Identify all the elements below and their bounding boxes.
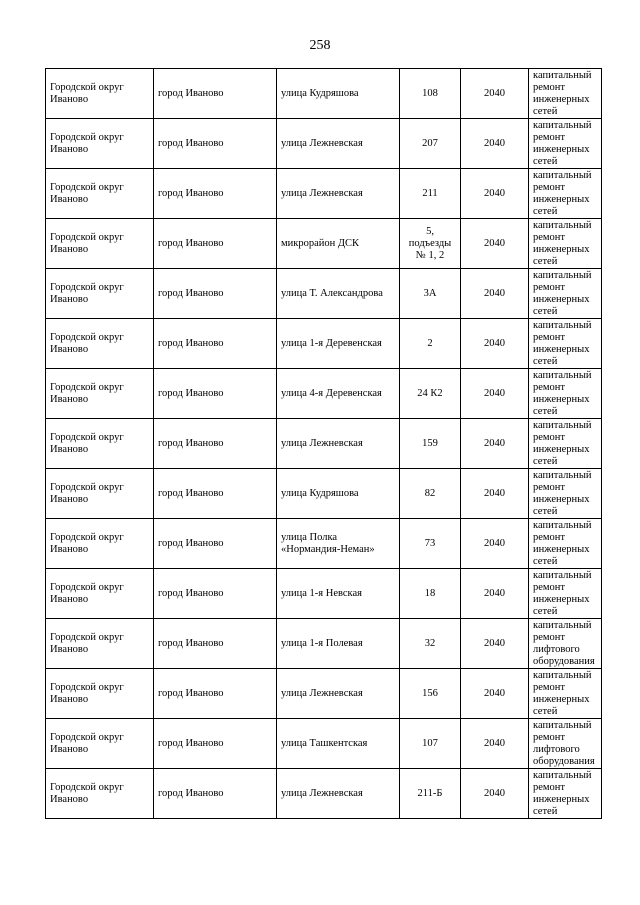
registry-table — [45, 68, 602, 819]
table-row — [46, 669, 602, 719]
okrug-cell: Городской округ Иваново — [46, 769, 154, 819]
table-row — [46, 369, 602, 419]
house-number-cell: 2 — [400, 319, 461, 369]
house-number-cell: 211 — [400, 169, 461, 219]
house-number-cell: 5, подъезды № 1, 2 — [400, 219, 461, 269]
street-cell: улица 1-я Полевая — [277, 619, 400, 669]
city-cell: город Иваново — [154, 719, 277, 769]
city-cell: город Иваново — [154, 469, 277, 519]
okrug-cell: Городской округ Иваново — [46, 569, 154, 619]
street-cell: улица Лежневская — [277, 669, 400, 719]
city-cell: город Иваново — [154, 569, 277, 619]
city-cell: город Иваново — [154, 219, 277, 269]
year-cell: 2040 — [461, 119, 529, 169]
year-cell: 2040 — [461, 669, 529, 719]
house-number-cell: 207 — [400, 119, 461, 169]
work-type-cell: капитальный ремонт инженерных сетей — [529, 569, 602, 619]
work-type-cell: капитальный ремонт инженерных сетей — [529, 269, 602, 319]
table-row — [46, 419, 602, 469]
work-type-cell: капитальный ремонт лифтового оборудования — [529, 719, 602, 769]
city-cell: город Иваново — [154, 369, 277, 419]
house-number-cell: 108 — [400, 69, 461, 119]
work-type-cell: капитальный ремонт инженерных сетей — [529, 119, 602, 169]
year-cell: 2040 — [461, 419, 529, 469]
okrug-cell: Городской округ Иваново — [46, 619, 154, 669]
house-number-cell: 73 — [400, 519, 461, 569]
street-cell: микрорайон ДСК — [277, 219, 400, 269]
year-cell: 2040 — [461, 769, 529, 819]
house-number-cell: 211-Б — [400, 769, 461, 819]
house-number-cell: 156 — [400, 669, 461, 719]
work-type-cell: капитальный ремонт инженерных сетей — [529, 369, 602, 419]
work-type-cell: капитальный ремонт лифтового оборудования — [529, 619, 602, 669]
okrug-cell: Городской округ Иваново — [46, 69, 154, 119]
work-type-cell: капитальный ремонт инженерных сетей — [529, 519, 602, 569]
table-row — [46, 319, 602, 369]
year-cell: 2040 — [461, 219, 529, 269]
street-cell: улица Лежневская — [277, 169, 400, 219]
street-cell: улица Т. Александрова — [277, 269, 400, 319]
street-cell: улица Полка «Нормандия-Неман» — [277, 519, 400, 569]
year-cell: 2040 — [461, 619, 529, 669]
work-type-cell: капитальный ремонт инженерных сетей — [529, 419, 602, 469]
street-cell: улица Кудряшова — [277, 69, 400, 119]
house-number-cell: 32 — [400, 619, 461, 669]
work-type-cell: капитальный ремонт инженерных сетей — [529, 669, 602, 719]
city-cell: город Иваново — [154, 669, 277, 719]
work-type-cell: капитальный ремонт инженерных сетей — [529, 769, 602, 819]
city-cell: город Иваново — [154, 419, 277, 469]
work-type-cell: капитальный ремонт инженерных сетей — [529, 219, 602, 269]
city-cell: город Иваново — [154, 769, 277, 819]
year-cell: 2040 — [461, 369, 529, 419]
page-number: 258 — [309, 38, 331, 53]
okrug-cell: Городской округ Иваново — [46, 219, 154, 269]
year-cell: 2040 — [461, 69, 529, 119]
okrug-cell: Городской округ Иваново — [46, 119, 154, 169]
okrug-cell: Городской округ Иваново — [46, 319, 154, 369]
city-cell: город Иваново — [154, 319, 277, 369]
table-row — [46, 469, 602, 519]
year-cell: 2040 — [461, 269, 529, 319]
year-cell: 2040 — [461, 569, 529, 619]
table-row — [46, 219, 602, 269]
city-cell: город Иваново — [154, 169, 277, 219]
street-cell: улица 1-я Деревенская — [277, 319, 400, 369]
table-row — [46, 619, 602, 669]
year-cell: 2040 — [461, 319, 529, 369]
table-row — [46, 119, 602, 169]
registry-table-body — [46, 69, 602, 819]
house-number-cell: 82 — [400, 469, 461, 519]
work-type-cell: капитальный ремонт инженерных сетей — [529, 319, 602, 369]
work-type-cell: капитальный ремонт инженерных сетей — [529, 169, 602, 219]
street-cell: улица Ташкентская — [277, 719, 400, 769]
city-cell: город Иваново — [154, 619, 277, 669]
table-row — [46, 769, 602, 819]
table-row — [46, 169, 602, 219]
okrug-cell: Городской округ Иваново — [46, 719, 154, 769]
okrug-cell: Городской округ Иваново — [46, 419, 154, 469]
okrug-cell: Городской округ Иваново — [46, 469, 154, 519]
okrug-cell: Городской округ Иваново — [46, 169, 154, 219]
table-row — [46, 569, 602, 619]
okrug-cell: Городской округ Иваново — [46, 269, 154, 319]
table-row — [46, 69, 602, 119]
street-cell: улица Лежневская — [277, 769, 400, 819]
year-cell: 2040 — [461, 169, 529, 219]
city-cell: город Иваново — [154, 119, 277, 169]
street-cell: улица Лежневская — [277, 419, 400, 469]
street-cell: улица 1-я Невская — [277, 569, 400, 619]
street-cell: улица 4-я Деревенская — [277, 369, 400, 419]
city-cell: город Иваново — [154, 269, 277, 319]
okrug-cell: Городской округ Иваново — [46, 369, 154, 419]
okrug-cell: Городской округ Иваново — [46, 519, 154, 569]
city-cell: город Иваново — [154, 69, 277, 119]
house-number-cell: 107 — [400, 719, 461, 769]
work-type-cell: капитальный ремонт инженерных сетей — [529, 469, 602, 519]
table-row — [46, 719, 602, 769]
city-cell: город Иваново — [154, 519, 277, 569]
street-cell: улица Кудряшова — [277, 469, 400, 519]
table-row — [46, 519, 602, 569]
work-type-cell: капитальный ремонт инженерных сетей — [529, 69, 602, 119]
house-number-cell: 3А — [400, 269, 461, 319]
year-cell: 2040 — [461, 519, 529, 569]
year-cell: 2040 — [461, 469, 529, 519]
year-cell: 2040 — [461, 719, 529, 769]
okrug-cell: Городской округ Иваново — [46, 669, 154, 719]
table-row — [46, 269, 602, 319]
house-number-cell: 18 — [400, 569, 461, 619]
house-number-cell: 24 К2 — [400, 369, 461, 419]
street-cell: улица Лежневская — [277, 119, 400, 169]
house-number-cell: 159 — [400, 419, 461, 469]
